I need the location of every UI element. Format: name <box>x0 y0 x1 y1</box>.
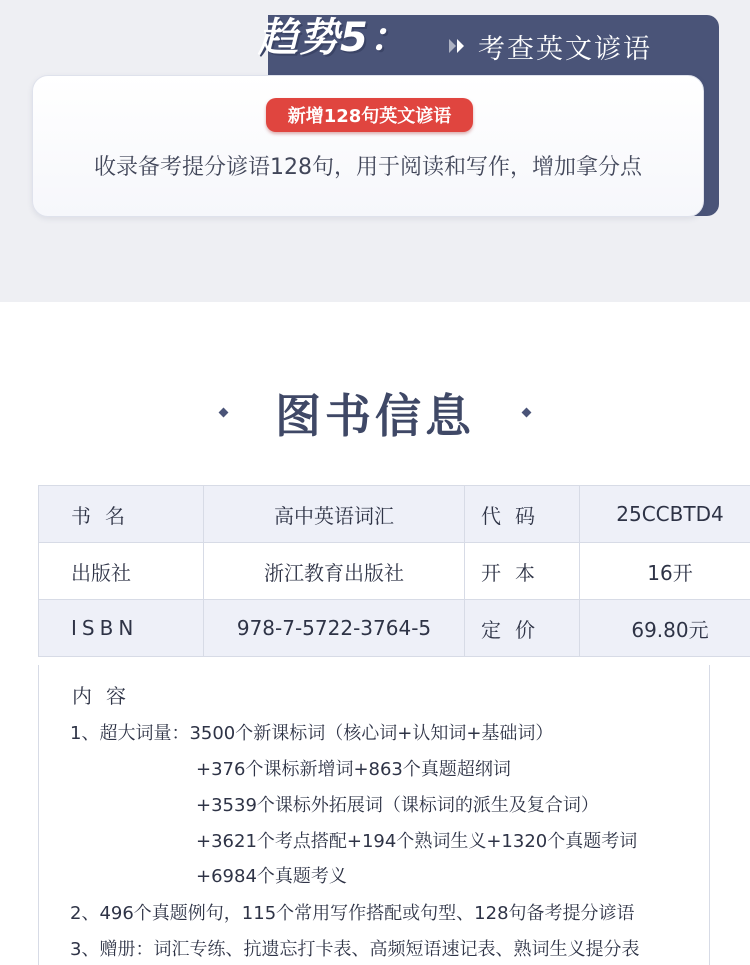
table-row <box>39 600 750 657</box>
price-label: 定价 <box>465 600 580 657</box>
play-arrow-icon <box>449 38 469 54</box>
trend-title: 趋势5： <box>258 6 410 66</box>
content-line: 2、496个真题例句，115个常用写作搭配或句型、128句备考提分谚语 <box>70 899 635 925</box>
book-name-value: 高中英语词汇 <box>204 486 465 543</box>
trend-card <box>32 75 704 217</box>
code-value: 25CCBTD4 <box>580 486 750 543</box>
content-line: 3、赠册：词汇专练、抗遗忘打卡表、高频短语速记表、熟词生义提分表 <box>70 935 639 961</box>
content-line: +6984个真题考义 <box>196 862 347 888</box>
table-row <box>39 543 750 600</box>
content-line: +376个课标新增词+863个真题超纲词 <box>196 755 511 781</box>
isbn-value: 978-7-5722-3764-5 <box>204 600 465 657</box>
content-line: +3539个课标外拓展词（课标词的派生及复合词） <box>196 791 599 817</box>
price-value: 69.80元 <box>580 600 750 657</box>
trend-description: 收录备考提分谚语128句，用于阅读和写作，增加拿分点 <box>32 150 704 181</box>
format-value: 16开 <box>580 543 750 600</box>
book-info-table <box>38 485 750 657</box>
content-line: +3621个考点搭配+194个熟词生义+1320个真题考词 <box>196 827 637 853</box>
content-label: 内容 <box>72 680 140 709</box>
content-line: 1、超大词量：3500个新课标词（核心词+认知词+基础词） <box>70 719 553 745</box>
code-label: 代码 <box>465 486 580 543</box>
publisher-value: 浙江教育出版社 <box>204 543 465 600</box>
table-row <box>39 486 750 543</box>
book-name-label: 书名 <box>39 486 204 543</box>
format-label: 开本 <box>465 543 580 600</box>
trend-subtitle: 考查英文谚语 <box>478 27 652 66</box>
book-info-heading: 图书信息 <box>0 380 750 446</box>
new-proverbs-badge: 新增128句英文谚语 <box>266 98 473 132</box>
publisher-label: 出版社 <box>39 543 204 600</box>
isbn-label: ISBN <box>39 600 204 657</box>
